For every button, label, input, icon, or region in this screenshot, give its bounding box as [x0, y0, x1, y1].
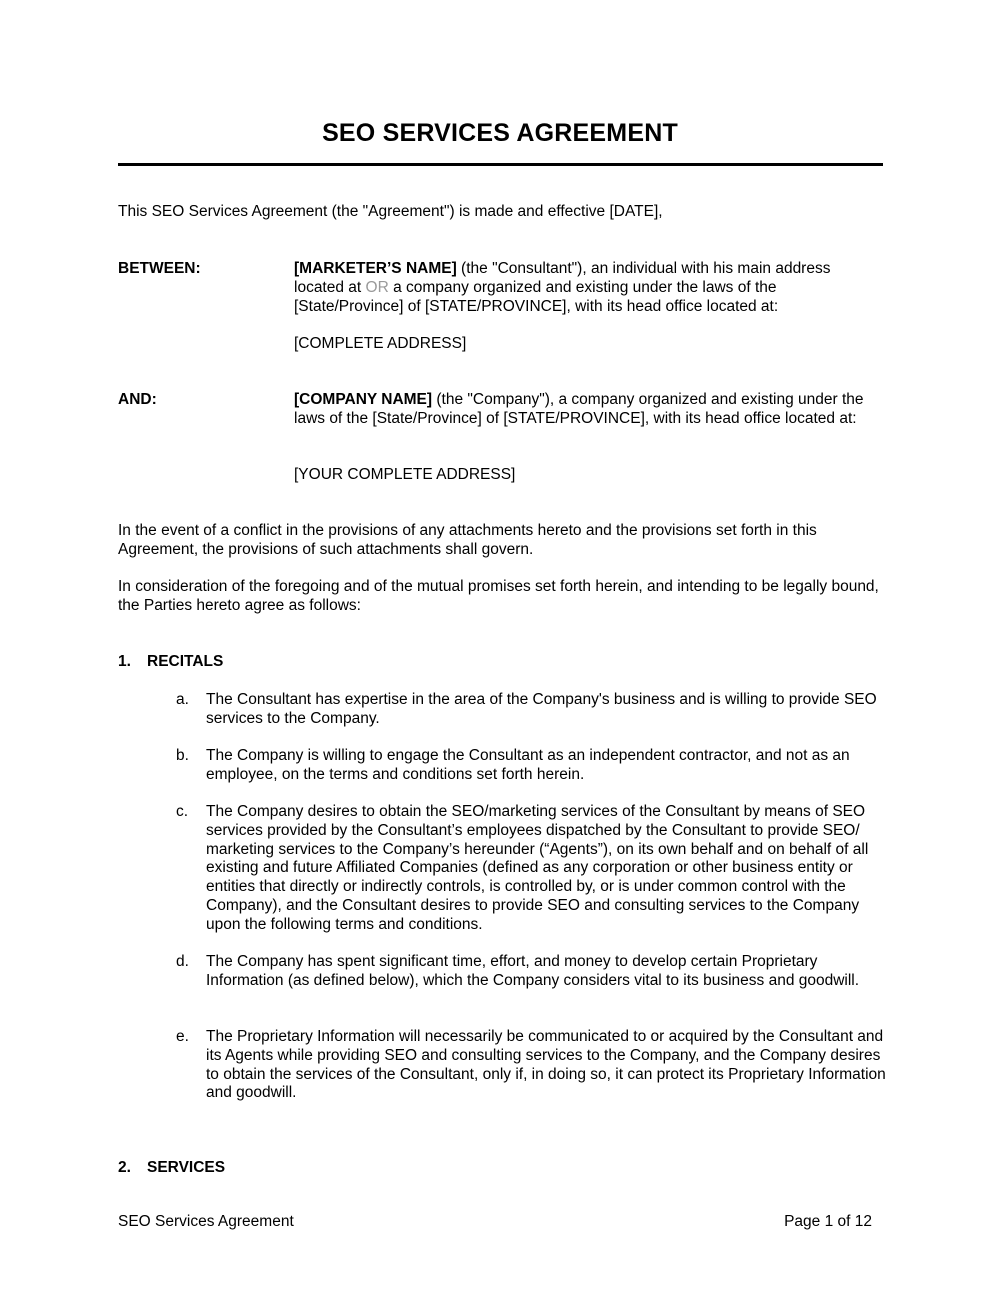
consultant-description-part1: (the "Consultant"), an individual with his main address located at: [294, 260, 831, 296]
intro-paragraph: This SEO Services Agreement (the "Agreement") is made and effective [DATE],: [118, 203, 663, 220]
or-placeholder: OR: [365, 278, 389, 296]
company-party-block: [294, 391, 884, 429]
consultant-address: [COMPLETE ADDRESS]: [294, 335, 467, 352]
recital-text: The Consultant has expertise in the area of the Company's business and is willing to provide SEO services to the Company.: [206, 691, 877, 727]
title-rule: [118, 163, 883, 166]
conflict-paragraph: In the event of a conflict in the provisions of any attachments hereto and the provisions set forth in this Agreement, the provisions of such attachments shall govern.: [118, 522, 817, 558]
company-address: [YOUR COMPLETE ADDRESS]: [294, 466, 516, 483]
section-heading-recitals: [118, 653, 223, 672]
between-label: BETWEEN:: [118, 260, 201, 277]
consultant-description-part2: a company organized and existing under the laws of the [State/Province] of [STATE/PROVINCE], with its head office located at:: [294, 278, 779, 315]
consideration-paragraph: In consideration of the foregoing and of the mutual promises set forth herein, and intending to be legally bound, the Parties hereto agree as follows:: [118, 578, 879, 614]
section-title: RECITALS: [147, 653, 224, 670]
consultant-party-block: [294, 260, 884, 316]
footer-page-number: Page 1 of 12: [784, 1213, 872, 1230]
section-number: 2.: [118, 1159, 131, 1176]
recital-letter: c.: [176, 803, 189, 820]
recital-text: The Proprietary Information will necessarily be communicated to or acquired by the Consultant and its Agents while providing SEO and consulting services to the Company, and the Company desires to obtain the services of the Consultant, only if, in doing so, it can protect its Proprietary Information and goodwill.: [206, 1028, 886, 1102]
document-title: SEO SERVICES AGREEMENT: [322, 119, 678, 147]
footer-document-name: SEO Services Agreement: [118, 1213, 294, 1230]
company-description: (the "Company"), a company organized and existing under the laws of the [State/Province] of [STATE/PROVINCE], with its head office located at:: [294, 391, 864, 427]
recital-text: The Company has spent significant time, effort, and money to develop certain Proprietary Information (as defined below), which the Company considers vital to its business and goodwill.: [206, 953, 860, 989]
recital-letter: b.: [176, 747, 189, 764]
section-heading-services: [118, 1159, 225, 1178]
marketer-name-placeholder: [MARKETER’S NAME]: [294, 260, 457, 277]
and-label: AND:: [118, 391, 157, 408]
company-name-placeholder: [COMPANY NAME]: [294, 391, 433, 408]
recital-letter: d.: [176, 953, 189, 970]
section-title: SERVICES: [147, 1159, 226, 1176]
recital-text: The Company desires to obtain the SEO/marketing services of the Consultant by means of SEO services provided by the Consultant’s employees dispatched by the Consultant to provide SEO/ marketing services to the Company’s hereunder (“Agents”), on its own behalf and on behalf of all existing and future Affiliated Companies (defined as any corporation or other business entity or entities that directly or indirectly controls, is controlled by, or is under common control with the Company), and the Consultant desires to provide SEO and consulting services to the Company upon the following terms and conditions.: [206, 803, 869, 933]
recital-text: The Company is willing to engage the Consultant as an independent contractor, and not as an employee, on the terms and conditions set forth herein.: [206, 747, 850, 783]
section-number: 1.: [118, 653, 131, 670]
recital-letter: e.: [176, 1028, 189, 1045]
recital-letter: a.: [176, 691, 189, 708]
